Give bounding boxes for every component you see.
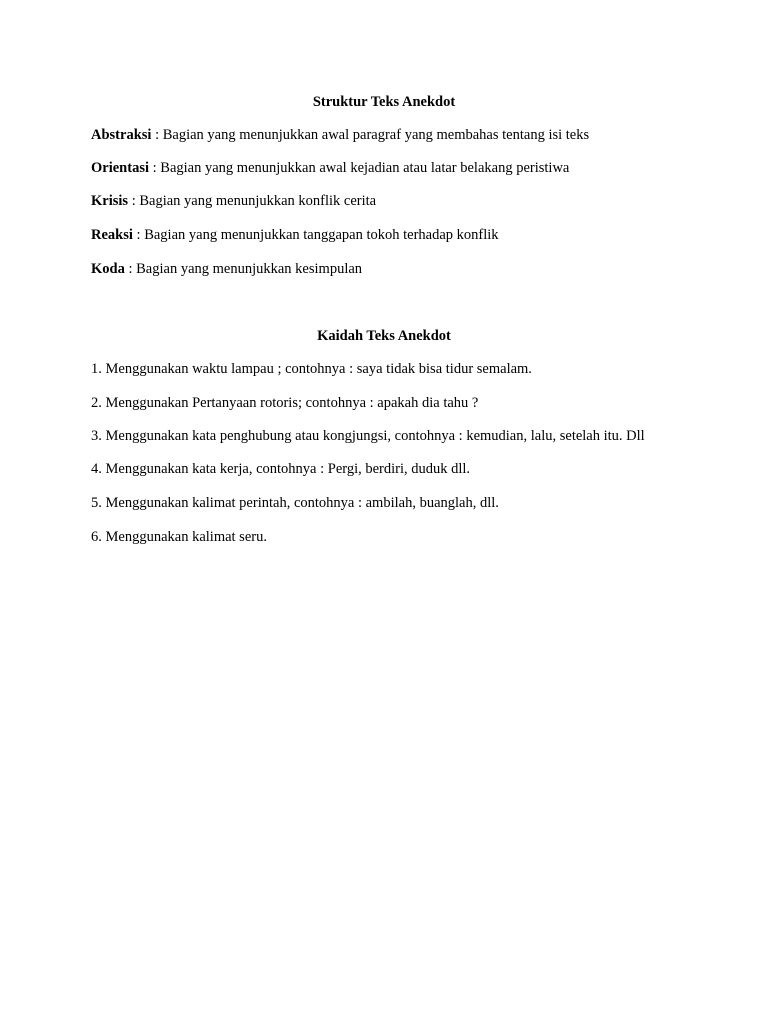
definition-orientasi [91,160,569,177]
section-title-struktur: Struktur Teks Anekdot [312,94,456,110]
term-label: Abstraksi [91,127,152,143]
term-description: Bagian yang menunjukkan awal kejadian atau latar belakang peristiwa [160,160,570,176]
definition-koda [91,261,362,278]
definition-reaksi [91,227,499,244]
term-label: Orientasi [91,160,149,176]
term-separator: : [124,261,137,277]
rule-item: 2. Menggunakan Pertanyaan rotoris; contohnya : apakah dia tahu ? [91,395,479,411]
section-title-kaidah: Kaidah Teks Anekdot [317,328,451,344]
rule-item: 6. Menggunakan kalimat seru. [91,529,267,545]
term-description: Bagian yang menunjukkan awal paragraf yang membahas tentang isi teks [162,127,590,143]
rule-item: 4. Menggunakan kata kerja, contohnya : Pergi, berdiri, duduk dll. [91,461,471,477]
definition-krisis [91,193,376,210]
term-description: Bagian yang menunjukkan tanggapan tokoh terhadap konflik [144,227,499,243]
term-separator: : [128,193,140,209]
term-description: Bagian yang menunjukkan kesimpulan [136,261,363,277]
term-label: Krisis [91,193,129,209]
rule-item: 5. Menggunakan kalimat perintah, contohnya : ambilah, buanglah, dll. [91,495,499,511]
term-separator: : [132,227,145,243]
term-separator: : [151,127,163,143]
definition-abstraksi [91,127,589,144]
rule-item: 1. Menggunakan waktu lampau ; contohnya : saya tidak bisa tidur semalam. [91,361,532,377]
term-label: Koda [91,261,125,277]
term-description: Bagian yang menunjukkan konflik cerita [139,193,377,209]
term-separator: : [149,160,161,176]
term-label: Reaksi [91,227,133,243]
rule-item: 3. Menggunakan kata penghubung atau kongjungsi, contohnya : kemudian, lalu, setelah itu. Dll [91,428,645,444]
